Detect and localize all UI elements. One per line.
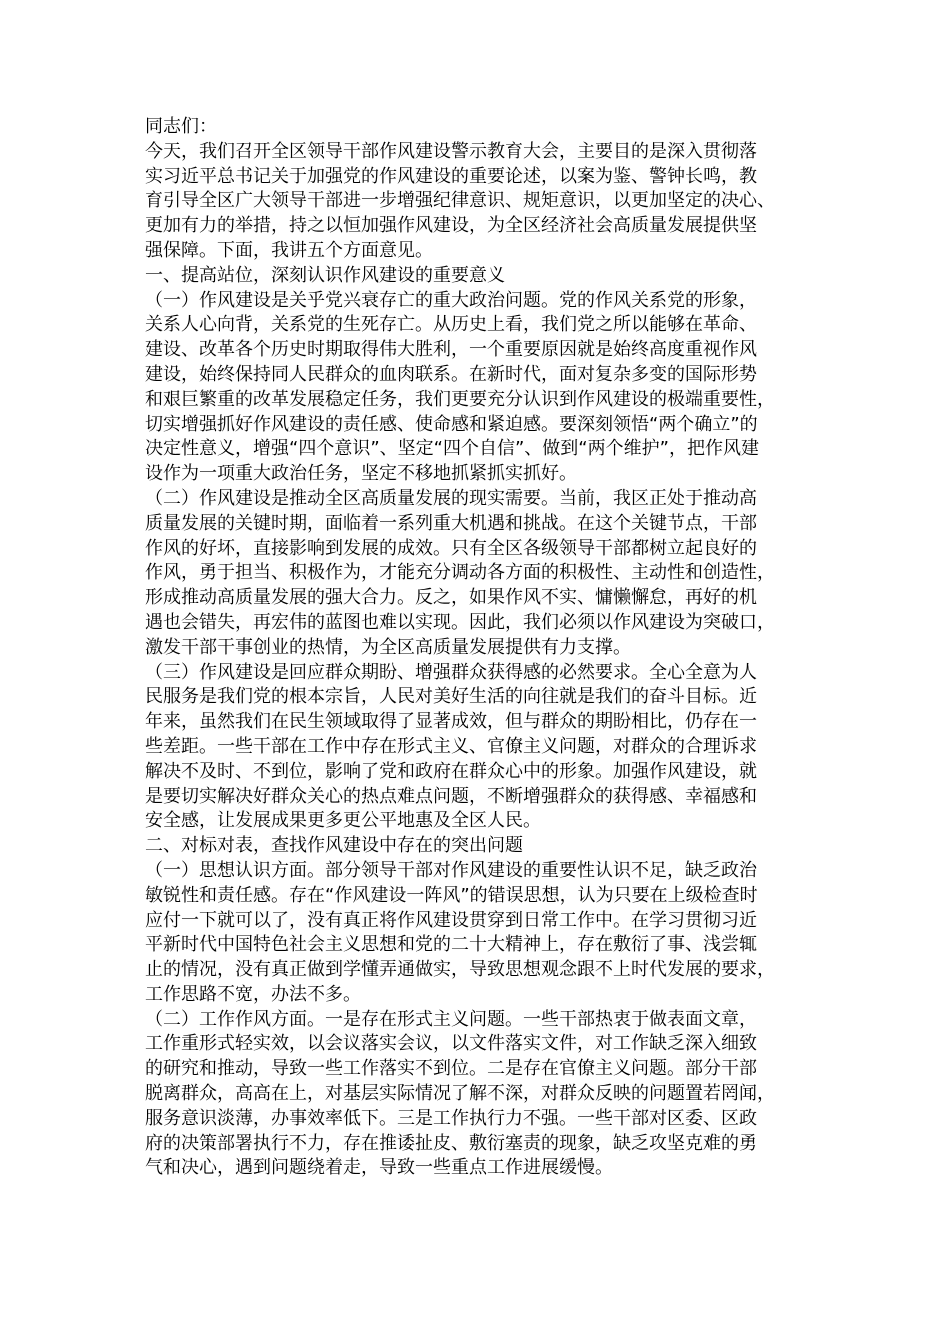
text-line: 工作思路不宽，办法不多。 [145,983,361,1005]
document-body [145,115,813,1181]
text-line: 切实增强抓好作风建设的责任感、使命感和紧迫感。要深刻领悟“两个确立”的 [145,413,758,435]
text-line: 关系人心向背，关系党的生死存亡。从历史上看，我们党之所以能够在革命、 [145,314,757,336]
text-line: 民服务是我们党的根本宗旨，人民对美好生活的向往就是我们的奋斗目标。近 [145,686,757,708]
text-line: 激发干部干事创业的热情，为全区高质量发展提供有力支撑。 [145,636,631,658]
text-line: 气和决心，遇到问题绕着走，导致一些重点工作进展缓慢。 [145,1157,613,1179]
text-line: 府的决策部署执行不力，存在推诿扯皮、敷衍塞责的现象，缺乏攻坚克难的勇 [145,1132,757,1154]
text-line: 安全感，让发展成果更多更公平地惠及全区人民。 [145,810,541,832]
text-line: 遇也会错失，再宏伟的蓝图也难以实现。因此，我们必须以作风建设为突破口， [145,611,775,633]
text-line: 设作为一项重大政治任务，坚定不移地抓紧抓实抓好。 [145,463,577,485]
text-line: 和艰巨繁重的改革发展稳定任务，我们更要充分认识到作风建设的极端重要性， [145,388,775,410]
text-line: （一）思想认识方面。部分领导干部对作风建设的重要性认识不足，缺乏政治 [145,859,757,881]
text-line: 同志们： [145,116,217,137]
text-line: 些差距。一些干部在工作中存在形式主义、官僚主义问题，对群众的合理诉求 [145,735,757,757]
text-line: 作风的好坏，直接影响到发展的成效。只有全区各级领导干部都树立起良好的 [145,537,757,559]
text-line: 形成推动高质量发展的强大合力。反之，如果作风不实、慵懒懈怠，再好的机 [145,587,757,609]
text-line: 建设、改革各个历史时期取得伟大胜利，一个重要原因就是始终高度重视作风 [145,339,757,361]
text-line: 年来，虽然我们在民生领域取得了显著成效，但与群众的期盼相比，仍存在一 [145,711,757,733]
text-line: （二）工作作风方面。一是存在形式主义问题。一些干部热衷于做表面文章， [145,1008,757,1030]
text-line: 解决不及时、不到位，影响了党和政府在群众心中的形象。加强作风建设，就 [145,760,757,782]
text-line: 建设，始终保持同人民群众的血肉联系。在新时代，面对复杂多变的国际形势 [145,363,757,385]
text-line: 工作重形式轻实效，以会议落实会议，以文件落实文件，对工作缺乏深入细致 [145,1033,757,1055]
text-line: 脱离群众，高高在上，对基层实际情况了解不深，对群众反映的问题置若罔闻， [145,1083,775,1105]
text-line: 质量发展的关键时期，面临着一系列重大机遇和挑战。在这个关键节点，干部 [145,512,757,534]
text-line: 二、对标对表，查找作风建设中存在的突出问题 [145,835,523,857]
text-line: 作风，勇于担当、积极作为，才能充分调动各方面的积极性、主动性和创造性， [145,562,775,584]
text-line: 强保障。下面，我讲五个方面意见。 [145,239,433,261]
text-line: 止的情况，没有真正做到学懂弄通做实，导致思想观念跟不上时代发展的要求， [145,959,775,981]
text-line: 决定性意义，增强“四个意识”、坚定“四个自信”、做到“两个维护”，把作风建 [145,438,759,460]
text-line: 一、提高站位，深刻认识作风建设的重要意义 [145,264,505,286]
text-line: 更加有力的举措，持之以恒加强作风建设，为全区经济社会高质量发展提供坚 [145,215,757,237]
text-line: 是要切实解决好群众关心的热点难点问题，不断增强群众的获得感、幸福感和 [145,785,757,807]
text-line: 的研究和推动，导致一些工作落实不到位。二是存在官僚主义问题。部分干部 [145,1058,757,1080]
text-line: 今天，我们召开全区领导干部作风建设警示教育大会，主要目的是深入贯彻落 [145,140,757,162]
text-line: 育引导全区广大领导干部进一步增强纪律意识、规矩意识，以更加坚定的决心、 [145,190,775,212]
text-line: （三）作风建设是回应群众期盼、增强群众获得感的必然要求。全心全意为人 [145,661,757,683]
text-line: 服务意识淡薄，办事效率低下。三是工作执行力不强。一些干部对区委、区政 [145,1107,757,1129]
text-line: 敏锐性和责任感。存在“作风建设一阵风”的错误思想，认为只要在上级检查时 [145,884,758,906]
text-line: （二）作风建设是推动全区高质量发展的现实需要。当前，我区正处于推动高 [145,487,757,509]
text-line: 应付一下就可以了，没有真正将作风建设贯穿到日常工作中。在学习贯彻习近 [145,909,757,931]
text-line: 实习近平总书记关于加强党的作风建设的重要论述，以案为鉴、警钟长鸣，教 [145,165,757,187]
text-line: 平新时代中国特色社会主义思想和党的二十大精神上，存在敷衍了事、浅尝辄 [145,934,757,956]
text-line: （一）作风建设是关乎党兴衰存亡的重大政治问题。党的作风关系党的形象， [145,289,757,311]
